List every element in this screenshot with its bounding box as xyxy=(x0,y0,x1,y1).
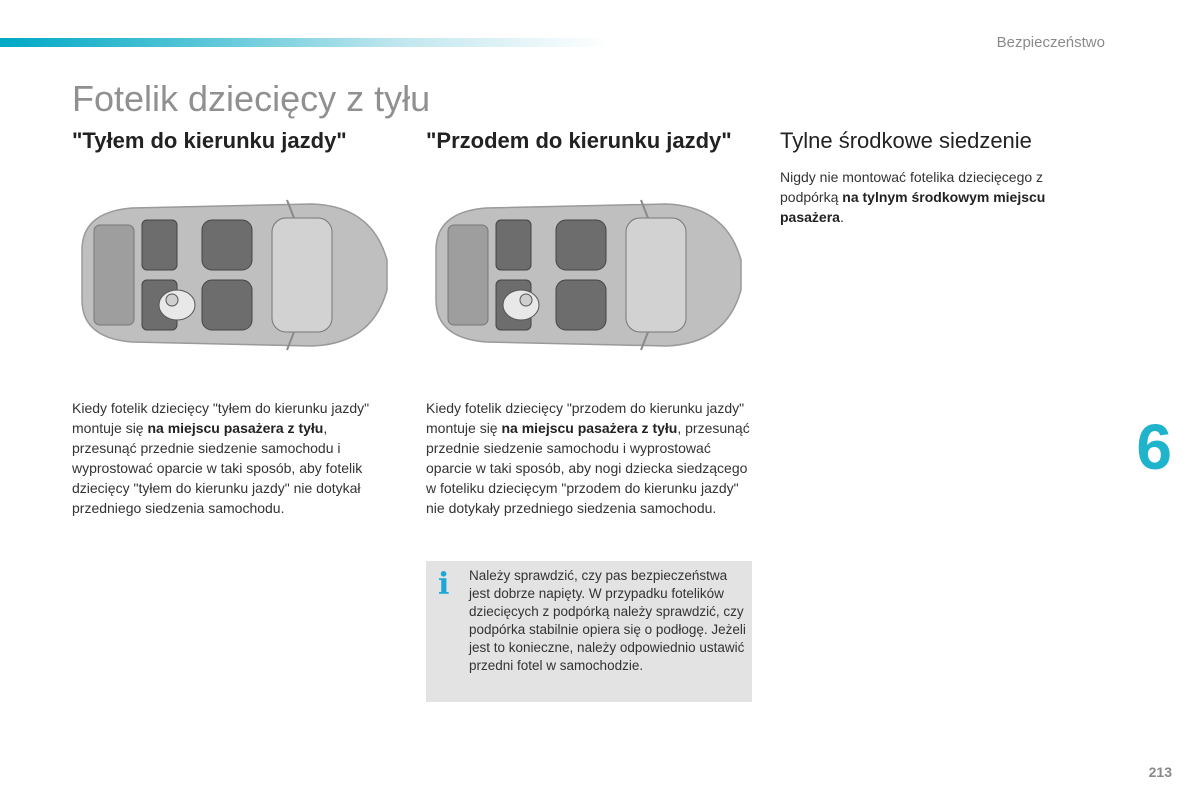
heading-rear-middle-seat: Tylne środkowe siedzenie xyxy=(780,128,1032,153)
car-illustration-rear-facing xyxy=(72,190,392,360)
heading-rear-facing: "Tyłem do kierunku jazdy" xyxy=(72,128,347,153)
section-label: Bezpieczeństwo xyxy=(996,34,1105,51)
info-text: Należy sprawdzić, czy pas bezpieczeństwa jest dobrze napięty. W przypadku fotelików dziecięcych z podpórką należy sprawdzić, czy podpórka stabilnie opiera się o podłogę. Jeżeli jest to konieczne, należy odpowiednio ustawić przedni fotel w samochodzie. xyxy=(469,568,746,673)
car-illustration-forward-facing xyxy=(426,190,746,360)
info-icon: i xyxy=(438,567,450,602)
page-number: 213 xyxy=(1148,764,1172,780)
rear-facing-text: Kiedy fotelik dziecięcy "tyłem do kierunku jazdy" montuje się na miejscu pasażera z tyłu, przesunąć przednie siedzenie samochodu i wyprostować oparcie w taki sposób, aby fotelik dziecięcy "tyłem do kierunku jazdy" nie dotykał przedniego siedzenia samochodu. xyxy=(72,400,370,516)
info-box xyxy=(426,561,752,702)
rear-middle-seat-text: Nigdy nie montować fotelika dziecięcego z podpórką na tylnym środkowym miejscu pasażera. xyxy=(780,169,1046,225)
header-accent-bar xyxy=(0,38,610,47)
chapter-number: 6 xyxy=(1136,411,1172,483)
heading-forward-facing: "Przodem do kierunku jazdy" xyxy=(426,128,732,153)
child-seat xyxy=(159,290,195,320)
page-title: Fotelik dziecięcy z tyłu xyxy=(72,78,431,119)
child-seat xyxy=(503,290,539,320)
forward-facing-text: Kiedy fotelik dziecięcy "przodem do kierunku jazdy" montuje się na miejscu pasażera z tyłu, przesunąć przednie siedzenie samochodu i wyprostować oparcie w taki sposób, aby nogi dziecka siedzącego w foteliku dziecięcym "przodem do kierunku jazdy" nie dotykały przedniego siedzenia samochodu. xyxy=(426,400,750,516)
